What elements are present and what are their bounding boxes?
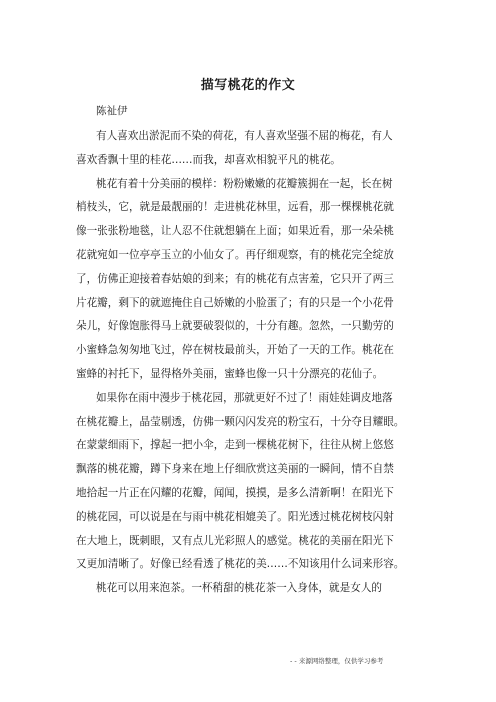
paragraph-line: 桃花有着十分美丽的模样：粉粉嫩嫩的花瓣簇拥在一起，长在树: [96, 177, 393, 190]
paragraph-line: 在大地上，既刺眼，又有点儿光彩照人的感觉。桃花的美丽在阳光下: [76, 534, 394, 547]
article-body: [76, 125, 430, 601]
paragraph-line: 桃花可以用来泡茶。一杯稍甜的桃花茶一入身体，就是女人的: [96, 582, 383, 595]
paragraph: [76, 387, 430, 577]
document-title: 描写桃花的作文: [200, 78, 296, 93]
paragraph-line: 蜜蜂的衬托下，显得格外美丽，蜜蜂也像一只十分漂亮的花仙子。: [76, 367, 384, 380]
paragraph-line: 片花瓣，剩下的就遮掩住自己娇嫩的小脸蛋了；有的只是一个小花骨: [76, 296, 394, 309]
paragraph-line: 了，仿佛正迎接着春姑娘的到来；有的桃花有点害羞，它只开了两三: [76, 272, 394, 285]
paragraph-line: 有人喜欢出淤泥而不染的荷花，有人喜欢坚强不屈的梅花，有人: [96, 130, 393, 142]
paragraph-line: 又更加清晰了。好像已经看透了桃花的美……不知该用什么词来形容。: [76, 558, 405, 571]
paragraph-line: 梢枝头，它，就是最靓丽的！走进桃花林里，远看，那一棵棵桃花就: [76, 201, 394, 214]
paragraph-line: 在桃花瓣上，晶莹剔透，仿佛一颗闪闪发亮的粉宝石，十分夺目耀眼。: [76, 415, 405, 428]
paragraph-line: 在蒙蒙细雨下，撑起一把小伞，走到一棵桃花树下，往往从树上悠悠: [76, 439, 394, 452]
paragraph-line: 飘落的桃花瓣，蹲下身来在地上仔细欣赏这美丽的一瞬间，情不自禁: [76, 463, 394, 476]
paragraph-line: 喜欢香飘十里的桂花……而我，却喜欢相貌平凡的桃花。: [76, 153, 341, 166]
paragraph: [76, 577, 430, 601]
paragraph-line: 朵儿，好像饱胀得马上就要破裂似的，十分有趣。忽然，一只勤劳的: [76, 320, 394, 333]
paragraph-line: 小蜜蜂急匆匆地飞过，停在树枝最前头，开始了一天的工作。桃花在: [76, 344, 394, 357]
paragraph-line: 地拾起一片正在闪耀的花瓣，闻闻，摸摸，是多么清新啊！在阳光下: [76, 486, 394, 499]
footer-note: - - 来源网络整理，仅供学习参考: [290, 657, 384, 665]
paragraph-line: 花就宛如一位亭亭玉立的小仙女了。再仔细观察，有的桃花完全绽放: [76, 248, 394, 261]
paragraph-line: 如果你在雨中漫步于桃花园，那就更好不过了！雨娃娃调皮地落: [96, 391, 393, 404]
author-name: 陈祉伊: [96, 105, 128, 117]
paragraph-line: 像一张张粉地毯，让人忍不住就想躺在上面；如果近看，那一朵朵桃: [76, 225, 394, 238]
paragraph-line: 的桃花园，可以说是在与雨中桃花相媲美了。阳光透过桃花树枝闪射: [76, 510, 394, 523]
paragraph: [76, 125, 430, 173]
paragraph: [76, 173, 430, 387]
